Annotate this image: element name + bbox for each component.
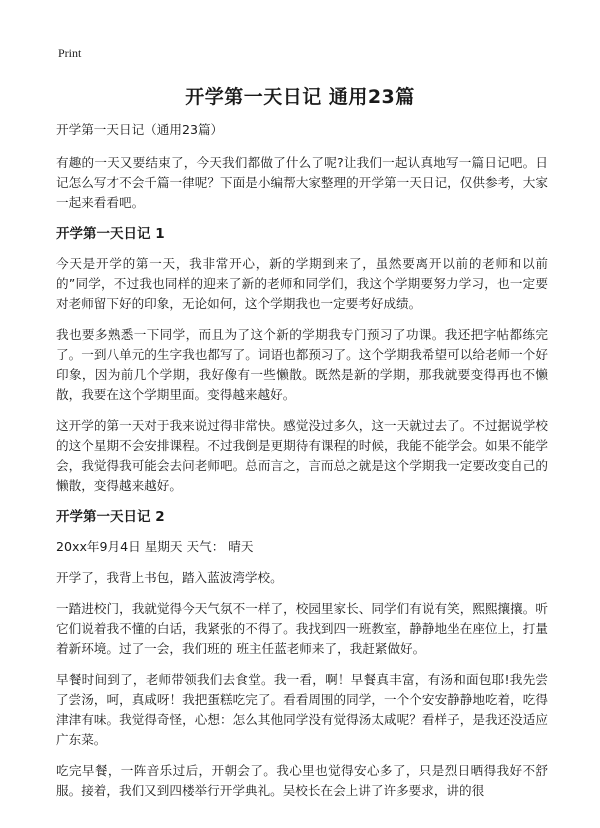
paragraph: 我也要多熟悉一下同学，而且为了这个新的学期我专门预习了功课。我还把字帖都练完了。一到八单元的生字我也都写了。词语也都预习了。这个学期我希望可以给老师一个好印象，因为前几个学期，我好像有一些懒散。既然是新的学期，那我就要变得再也不懒散，我要在这个学期里面。变得越来越好。 — [56, 327, 548, 402]
paragraph: 一踏进校门，我就觉得今天气氛不一样了，校园里家长、同学们有说有笑，熙熙攘攘。听它们说着我不懂的白话，我紧张的不得了。我找到四一班教室，静静地坐在座位上，打量着新环境。过了一会，我们班的 班主任蓝老师来了，我赶紧做好。 — [56, 601, 548, 656]
intro-paragraph: 有趣的一天又要结束了，今天我们都做了什么了呢?让我们一起认真地写一篇日记吧。日记怎么写才不会千篇一律呢？下面是小编帮大家整理的开学第一天日记，仅供参考，大家一起来看看吧。 — [56, 155, 548, 210]
document-body — [56, 120, 548, 812]
paragraph: 早餐时间到了，老师带领我们去食堂。我一看，啊！早餐真丰富，有汤和面包耶!我先尝了尝汤，呵，真咸呀！我把蛋糕吃完了。看看周围的同学，一个个安安静静地吃着，吃得津津有味。我觉得奇怪，心想：怎么其他同学没有觉得汤太咸呢？看样子，是我还没适应广东菜。 — [56, 672, 548, 747]
page-title: 开学第一天日记 通用23篇 — [185, 86, 415, 108]
paragraph: 开学了，我背上书包，踏入蓝波湾学校。 — [56, 570, 283, 585]
diary-date-line: 20xx年9月4日 星期天 天气： 晴天 — [56, 539, 254, 554]
print-link[interactable]: Print — [58, 46, 82, 60]
paragraph: 吃完早餐，一阵音乐过后，开朝会了。我心里也觉得安心多了，只是烈日晒得我好不舒服。接着，我们又到四楼举行开学典礼。吴校长在会上讲了许多要求，讲的很 — [56, 763, 548, 798]
document-subtitle: 开学第一天日记（通用23篇） — [56, 122, 224, 137]
section-heading-1: 开学第一天日记 1 — [56, 226, 165, 242]
section-heading-2: 开学第一天日记 2 — [56, 509, 165, 525]
paragraph: 这开学的第一天对于我来说过得非常快。感觉没过多久，这一天就过去了。不过据说学校的这个星期不会安排课程。不过我倒是更期待有课程的时候，我能不能学会。如果不能学会，我觉得我可能会去问老师吧。总而言之，言而总之就是这个学期我一定要改变自己的懒散，变得越来越好。 — [56, 418, 548, 493]
paragraph: 今天是开学的第一天，我非常开心，新的学期到来了，虽然要离开以前的老师和以前的”同学，不过我也同样的迎来了新的老师和同学们，我这个学期要努力学习，也一定要对老师留下好的印象，无论如何，这个学期我也一定要考好成绩。 — [56, 256, 548, 311]
